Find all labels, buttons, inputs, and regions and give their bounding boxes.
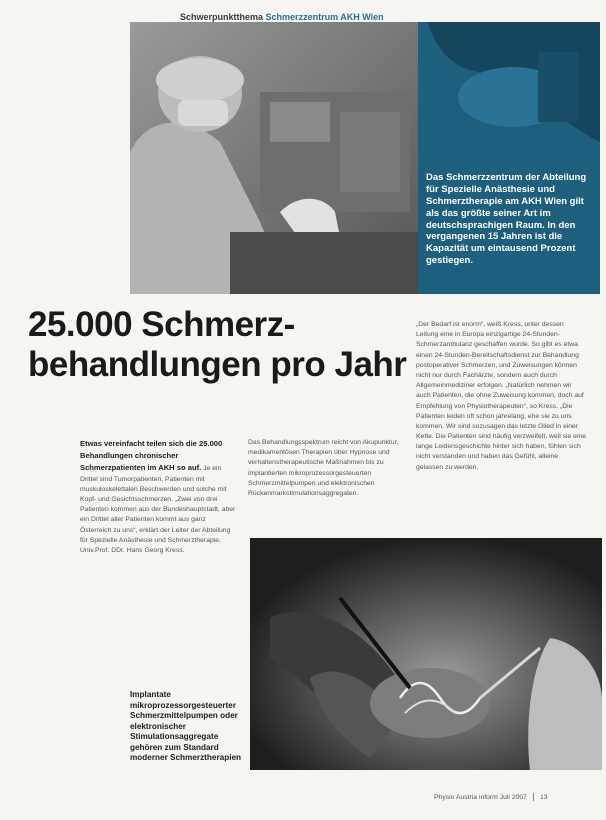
surgeon-photo bbox=[130, 22, 418, 294]
article-lead: Etwas vereinfacht teilen sich die 25.000 Behandlungen chronischer Schmerzpatienten im AKH so auf. bbox=[80, 439, 223, 473]
article-column-1 bbox=[80, 438, 238, 556]
article-col1-body: Je ein Drittel sind Tumorpatienten, Patienten mit muskuloskelettalen Beschwerden und solche mit Kopf- und Gesichtsschmerzen. „Zwei von drei Patienten kommen aus der Bundeshauptstadt, aber ein Drittel aller Patienten kommt aus ganz Österreich zu uns“, erklärt der Leiter der Abteilung für Spezielle Anästhesie und Schmerztherapie, bbox=[80, 465, 236, 544]
hero-caption: Das Schmerzzentrum der Abteilung für Spezielle Anästhesie und Schmerztherapie am AKH Wien gilt als das größte seiner Art im deutschsprachigen Raum. In den vergangenen 15 Jahren ist die Kapazität um eintausend Prozent gestiegen. bbox=[426, 172, 587, 267]
page-number: 13 bbox=[539, 793, 548, 801]
footer-publication: Physio Austria inform Juli 2007 bbox=[434, 793, 527, 801]
implant-caption: Implantate mikroprozessorgesteuerter Schmerzmittelpumpen oder elektronischer Stimulationsaggregate gehören zum Standard moderner Schmerztherapien bbox=[130, 690, 242, 762]
headline-line-1: 25.000 Schmerz- bbox=[28, 305, 295, 344]
hero-caption-panel bbox=[418, 22, 600, 294]
implant-photo bbox=[250, 538, 602, 770]
article-col2-body: Das Behandlungsspektrum reicht von Akupunktur, medikamentösen Therapien über Hypnose und verhaltenstherapeutische Maßnahmen bis zu implantierten mikroprozessorgesteuerten Schmerzmittelpumpen und elektronischen Rückenmarkstimulationsaggregaten. bbox=[248, 439, 399, 497]
article-col3-body: „Der Bedarf ist enorm“, weiß Kress, unter dessen Leitung eine in Europa einzigartige 24-Stunden-Schmerzambulanz geschaffen wurde. So gibt es etwa einen 24-Stunden-Bereitschaftsdienst zur Behandlung postoperativer Schmerzen, und Zuweisungen können nicht nur durch Fachärzte, sondern auch durch Allgemeinmediziner erfolgen. „Natürlich nehmen wir auch Patienten, die ohne Zuweisung kommen, doch auf Empfehlung von Physiotherapeuten“, so Kress. „Die Patienten leiden oft schon jahrelang, ehe sie zu uns kommen. Wir sind sozusagen das letzte Glied in einer Kette. Die Patienten sind häufig verzweifelt, weil sie eine lange Leidensgeschichte hinter sich haben, fühlen sich nicht verstanden und haben das Gefühl, alleine gelassen zu werden. bbox=[416, 321, 587, 471]
article-author: Univ.Prof. DDr. Hans Georg Kress. bbox=[80, 546, 185, 554]
kicker-topic: Schmerzzentrum AKH Wien bbox=[265, 12, 384, 22]
kicker-prefix: Schwerpunktthema bbox=[180, 12, 264, 22]
article-column-2 bbox=[248, 438, 406, 499]
article-column-3 bbox=[416, 320, 586, 473]
headline bbox=[28, 305, 408, 384]
page-footer bbox=[434, 793, 548, 801]
headline-line-2: behandlungen pro Jahr bbox=[28, 344, 407, 384]
section-kicker bbox=[180, 12, 384, 22]
footer-separator bbox=[533, 793, 534, 801]
